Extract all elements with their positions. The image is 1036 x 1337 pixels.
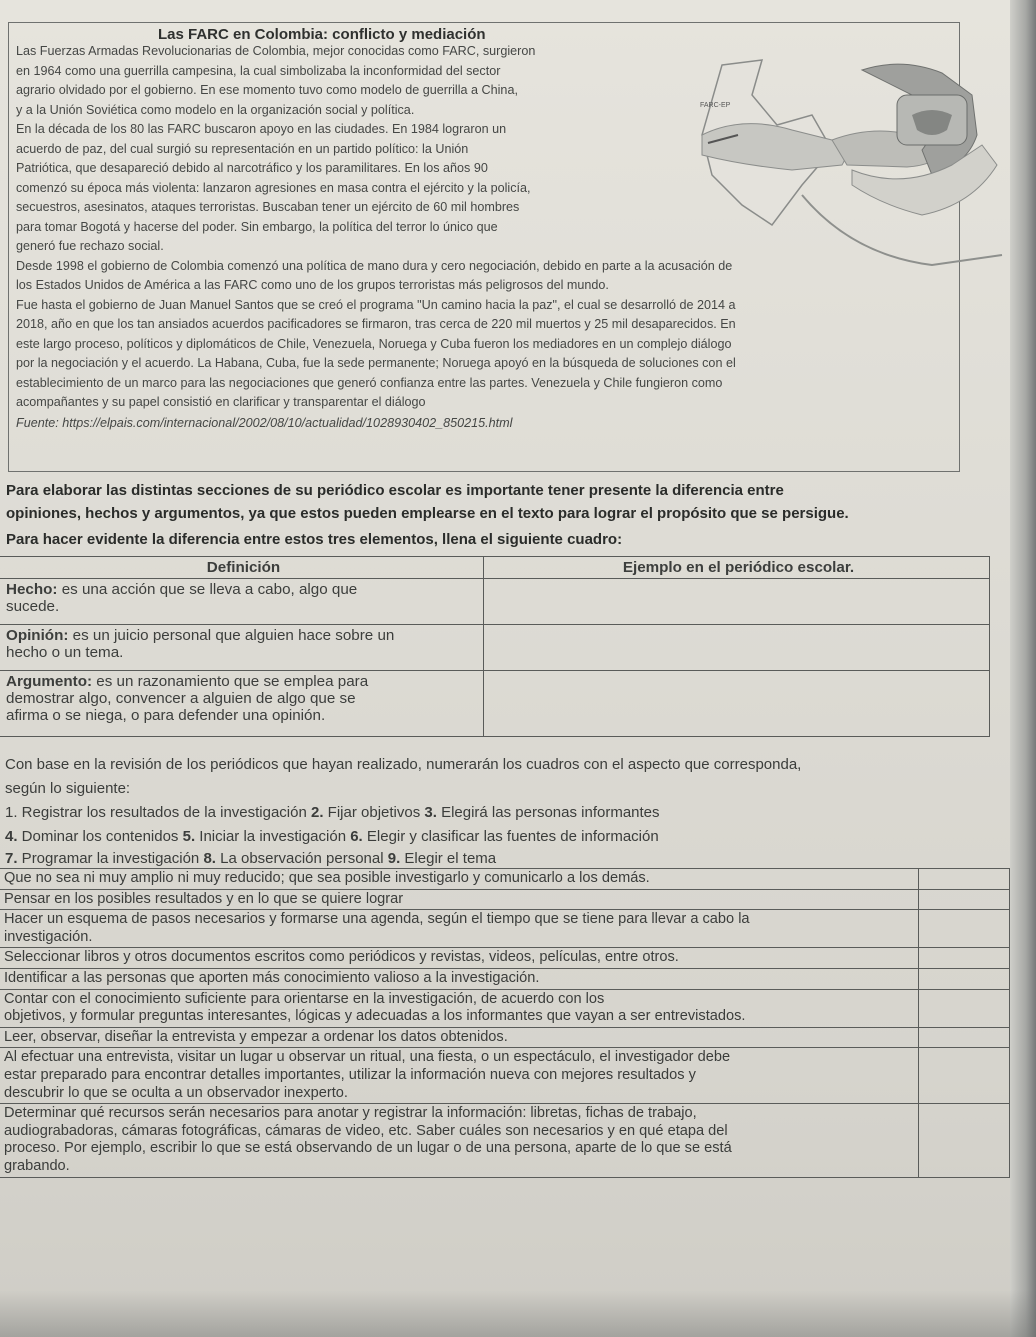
step-text: Elegir el tema — [400, 850, 497, 867]
steps-intro-line: Con base en la revisión de los periódicos que hayan realizado, numerarán los cuadros con el aspecto que corresponda, — [5, 756, 802, 773]
step-text: Programar la investigación — [17, 850, 204, 867]
article-line: este largo proceso, políticos y diplomáticos de Chile, Venezuela, Noruega y Cuba fueron los mediadores en un complejo diálogo — [16, 337, 732, 351]
instruction-line: Para elaborar las distintas secciones de su periódico escolar es importante tener presente la diferencia entre — [6, 482, 784, 499]
header-example: Ejemplo en el periódico escolar. — [484, 557, 990, 579]
step-line: Pensar en los posibles resultados y en lo que se quiere lograr — [4, 890, 404, 907]
step-description — [0, 910, 919, 948]
step-number-input[interactable] — [919, 1104, 1010, 1177]
definition-text: es una acción que se lleva a cabo, algo que — [57, 581, 358, 598]
step-line: descubrir lo que se oculta a un observador inexperto. — [4, 1084, 348, 1101]
step-description — [0, 869, 919, 890]
step-line: Seleccionar libros y otros documentos escritos como periódicos y revistas, videos, películas, entre otros. — [4, 949, 679, 966]
step-number: 7. — [5, 850, 18, 867]
step-number-input[interactable] — [919, 869, 1010, 890]
step-description — [0, 889, 919, 910]
article-line: y a la Unión Soviética como modelo en la organización social y política. — [16, 103, 415, 117]
article-line: acompañantes y su papel consistió en clarificar y transparentar el diálogo — [16, 395, 426, 409]
step-line: investigación. — [4, 928, 93, 945]
step-description — [0, 948, 919, 969]
definition-cell — [0, 671, 484, 737]
step-text: La observación personal — [215, 850, 388, 867]
step-number: 6. — [350, 828, 363, 845]
step-text: Iniciar la investigación — [195, 828, 351, 845]
step-number: 8. — [203, 850, 216, 867]
step-description — [0, 968, 919, 989]
article-line: En la década de los 80 las FARC buscaron apoyo en las ciudades. En 1984 lograron un — [16, 122, 507, 136]
steps-list-line — [5, 850, 496, 867]
term-label: Hecho: — [6, 581, 58, 598]
article-line: secuestros, asesinatos, ataques terroristas. Buscaban tener un ejército de 60 mil hombres — [16, 200, 520, 214]
header-definition: Definición — [0, 557, 484, 579]
step-line: Que no sea ni muy amplio ni muy reducido; que sea posible investigarlo y comunicarlo a los demás. — [4, 870, 650, 886]
steps-list-line — [5, 828, 659, 845]
article-line: Patriótica, que desapareció debido al narcotráfico y los paramilitares. En los años 90 — [16, 161, 488, 175]
article-line: Desde 1998 el gobierno de Colombia comenzó una política de mano dura y cero negociación, debido en parte a la acusación de — [16, 259, 733, 273]
definition-cell — [0, 625, 484, 671]
step-line: objetivos, y formular preguntas interesantes, lógicas y adecuadas a los informantes que vayan a ser entrevistados. — [4, 1008, 746, 1025]
step-number-input[interactable] — [919, 989, 1010, 1027]
page-edge — [1010, 0, 1036, 1337]
step-line: audiograbadoras, cámaras fotográficas, cámaras de video, etc. Saber cuáles son necesarios y en qué etapa del — [4, 1122, 728, 1139]
step-number: 5. — [182, 828, 196, 845]
term-label: Opinión: — [6, 627, 69, 644]
step-description — [0, 1048, 919, 1104]
step-number: 9. — [387, 850, 401, 867]
step-number-input[interactable] — [919, 968, 1010, 989]
step-line: Al efectuar una entrevista, visitar un lugar u observar un ritual, una fiesta, o un espectáculo, el investigador debe — [4, 1049, 731, 1066]
instruction-line: Para hacer evidente la diferencia entre estos tres elementos, llena el siguiente cuadro: — [6, 531, 623, 548]
definition-text: es un juicio personal que alguien hace sobre un — [68, 627, 395, 644]
step-number-input[interactable] — [919, 948, 1010, 969]
photo-shadow — [0, 1290, 1036, 1337]
steps-intro-line: según lo siguiente: — [5, 780, 131, 797]
article-line: Las Fuerzas Armadas Revolucionarias de Colombia, mejor conocidas como FARC, surgieron — [16, 44, 536, 58]
step-line: Leer, observar, diseñar la entrevista y empezar a ordenar los datos obtenidos. — [4, 1028, 508, 1045]
steps-table — [0, 868, 1010, 1178]
example-input-cell[interactable] — [484, 579, 990, 625]
step-number-input[interactable] — [919, 1048, 1010, 1104]
example-input-cell[interactable] — [484, 671, 990, 737]
step-text: Fijar objetivos — [323, 804, 425, 821]
article-line: por la negociación y el acuerdo. La Habana, Cuba, fue la sede permanente; Noruega apoyó en la búsqueda de soluciones con el — [16, 356, 736, 370]
step-text: 1. Registrar los resultados de la investigación — [5, 804, 311, 821]
article-line: establecimiento de un marco para las negociaciones que generó confianza entre las partes. Venezuela y Chile fungieron como — [16, 376, 723, 390]
article-line: los Estados Unidos de América a las FARC como uno de los grupos terroristas más peligrosos del mundo. — [16, 278, 609, 292]
definition-cell — [0, 579, 484, 625]
article-line: en 1964 como una guerrilla campesina, la cual simbolizaba la inconformidad del sector — [16, 64, 501, 78]
step-line: estar preparado para encontrar detalles importantes, utilizar la información nueva con mejores resultados y — [4, 1066, 696, 1083]
definition-text: afirma o se niega, o para defender una opinión. — [6, 707, 326, 724]
article-line: Fue hasta el gobierno de Juan Manuel Santos que se creó el programa "Un camino hacia la paz", el cual se desarrolló de 2014 a — [16, 298, 736, 312]
article-line: para tomar Bogotá y hacerse del poder. Sin embargo, la política del terror lo único que — [16, 220, 498, 234]
article-line: generó fue rechazo social. — [16, 239, 164, 253]
step-number: 3. — [424, 804, 437, 821]
step-line: grabando. — [4, 1157, 70, 1174]
step-description — [0, 1027, 919, 1048]
definition-text: demostrar algo, convencer a alguien de algo que se — [6, 690, 356, 707]
steps-list-line — [5, 804, 660, 821]
step-line: Hacer un esquema de pasos necesarios y formarse una agenda, según el tiempo que se tiene para llevar a cabo la — [4, 911, 750, 928]
map-label: FARC-EP — [700, 102, 731, 109]
step-line: proceso. Por ejemplo, escribir lo que se está observando de un lugar o de una persona, aparte de lo que se está — [4, 1140, 732, 1157]
article-line: comenzó su época más violenta: lanzaron agresiones en masa contra el ejército y la policía, — [16, 181, 531, 195]
step-number-input[interactable] — [919, 910, 1010, 948]
step-description — [0, 1104, 919, 1177]
handshake-map-illustration — [682, 55, 1012, 270]
step-text: Dominar los contenidos — [17, 828, 183, 845]
article-source: Fuente: https://elpais.com/internacional/2002/08/10/actualidad/1028930402_850215.html — [16, 416, 513, 430]
definition-text: hecho o un tema. — [6, 644, 124, 661]
definitions-table — [0, 556, 990, 737]
step-text: Elegirá las personas informantes — [436, 804, 660, 821]
step-line: Contar con el conocimiento suficiente para orientarse en la investigación, de acuerdo con los — [4, 990, 605, 1007]
definition-text: sucede. — [6, 598, 60, 615]
step-number: 4. — [5, 828, 18, 845]
instruction-line: opiniones, hechos y argumentos, ya que estos pueden emplearse en el texto para lograr el propósito que se persigue. — [6, 505, 849, 522]
term-label: Argumento: — [6, 673, 93, 690]
step-number-input[interactable] — [919, 1027, 1010, 1048]
article-line: 2018, año en que los tan ansiados acuerdos pacificadores se firmaron, tras cerca de 220 mil muertos y 25 mil desaparecidos. En — [16, 317, 736, 331]
step-text: Elegir y clasificar las fuentes de información — [362, 828, 659, 845]
step-number-input[interactable] — [919, 889, 1010, 910]
article-line: agrario olvidado por el gobierno. En ese momento tuvo como modelo de guerrilla a China, — [16, 83, 518, 97]
example-input-cell[interactable] — [484, 625, 990, 671]
step-line: Determinar qué recursos serán necesarios para anotar y registrar la información: libretas, fichas de trabajo, — [4, 1105, 697, 1122]
step-line: Identificar a las personas que aporten más conocimiento valioso a la investigación. — [4, 969, 540, 986]
article-title: Las FARC en Colombia: conflicto y mediación — [158, 26, 486, 43]
step-number: 2. — [311, 804, 324, 821]
article-line: acuerdo de paz, del cual surgió su representación en un partido político: la Unión — [16, 142, 469, 156]
step-description — [0, 989, 919, 1027]
definition-text: es un razonamiento que se emplea para — [92, 673, 369, 690]
